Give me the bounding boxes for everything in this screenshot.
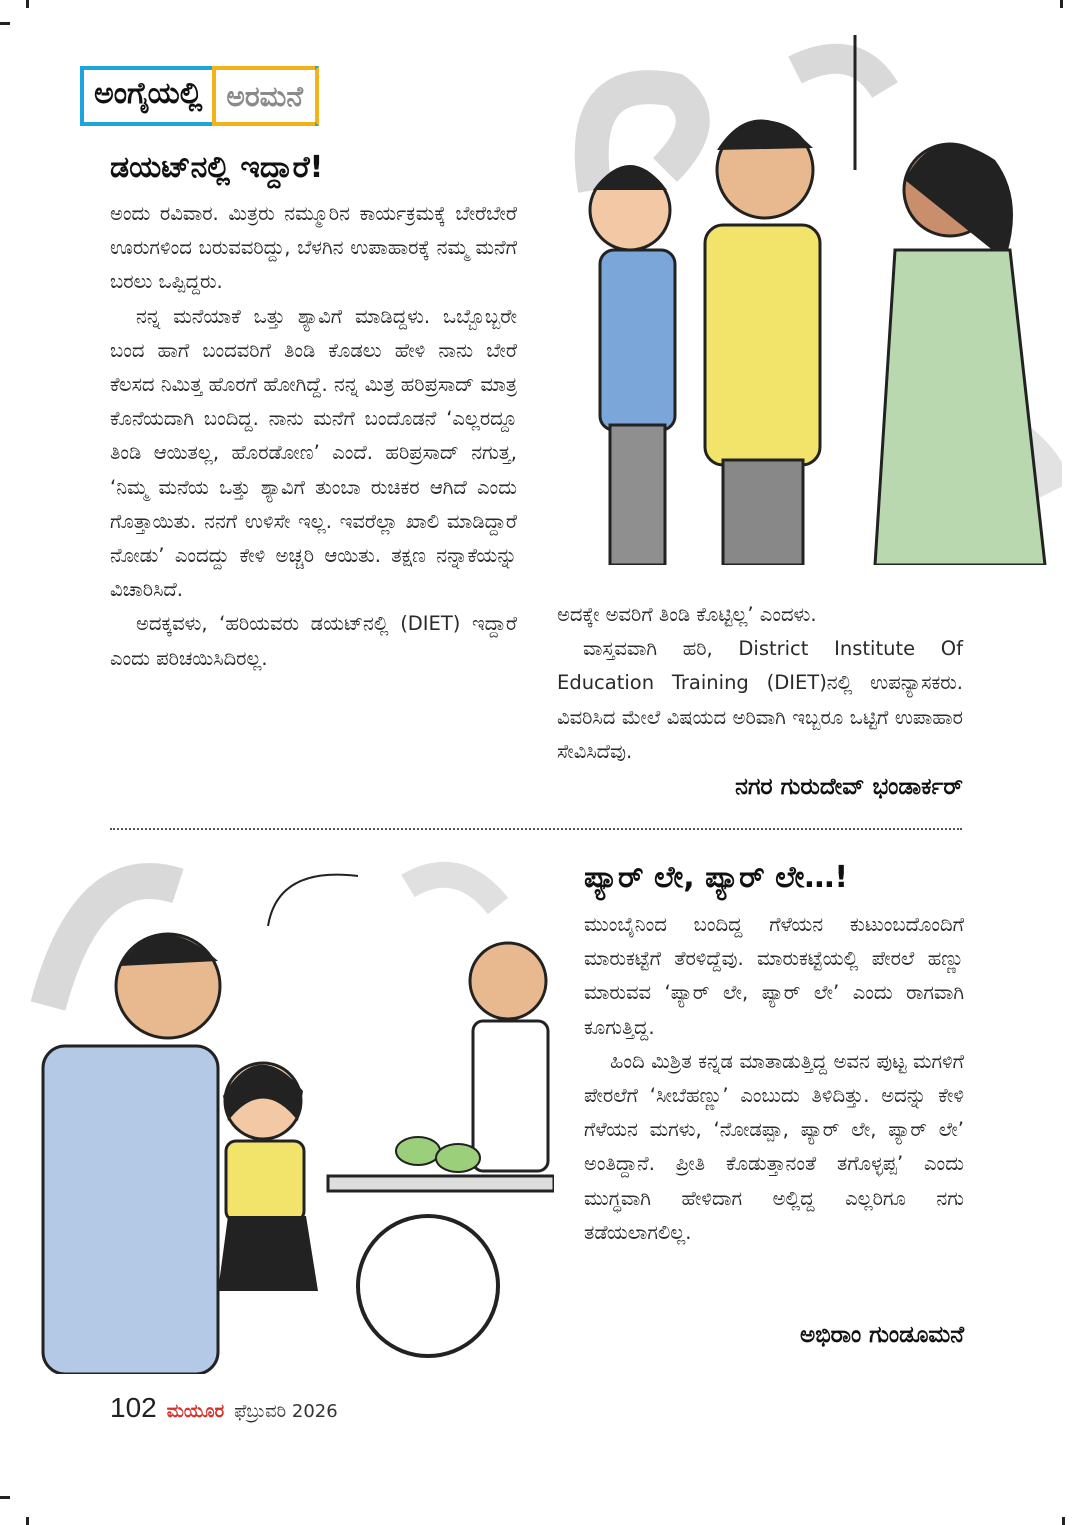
crop-mark [26,0,29,8]
story-divider [110,828,962,830]
story2-column [584,908,964,1250]
story1-paragraph: ನನ್ನ ಮನೆಯಾಕೆ ಒತ್ತು ಶ್ಯಾವಿಗೆ ಮಾಡಿದ್ದಳು. ಒಬ್ಬೊಬ್ಬರೇ ಬಂದ ಹಾಗೆ ಬಂದವರಿಗೆ ತಿಂಡಿ ಕೊಡಲು ಹೇಳಿ ನಾನು ಬೇರೆ ಕೆಲಸದ ನಿಮಿತ್ತ ಹೊರಗೆ ಹೋಗಿದ್ದೆ. ನನ್ನ ಮಿತ್ರ ಹರಿಪ್ರಸಾದ್ ಮಾತ್ರ ಕೊನೆಯದಾಗಿ ಬಂದಿದ್ದ. ನಾನು ಮನೆಗೆ ಬಂದೊಡನೆ ‘ಎಲ್ಲರದ್ದೂ ತಿಂಡಿ ಆಯಿತಲ್ಲ, ಹೊರಡೋಣ’ ಎಂದೆ. ಹರಿಪ್ರಸಾದ್ ನಗುತ್ತ, ‘ನಿಮ್ಮ ಮನೆಯ ಒತ್ತು ಶ್ಯಾವಿಗೆ ತುಂಬಾ ರುಚಿಕರ ಆಗಿದೆ ಎಂದು ಗೊತ್ತಾಯಿತು. ನನಗೆ ಉಳಿಸೇ ಇಲ್ಲ. ಇವರೆಲ್ಲಾ ಖಾಲಿ ಮಾಡಿದ್ದಾರೆ ನೋಡು’ ಎಂದದ್ದು ಕೇಳಿ ಅಚ್ಚರಿ ಆಯಿತು. ತಕ್ಷಣ ನನ್ನಾಕೆಯನ್ನು ವಿಚಾರಿಸಿದೆ. [110,304,517,602]
crop-mark [1060,0,1063,8]
story2-paragraph: ಮುಂಬೈನಿಂದ ಬಂದಿದ್ದ ಗೆಳೆಯನ ಕುಟುಂಬದೊಂದಿಗೆ ಮಾರುಕಟ್ಟೆಗೆ ತೆರಳಿದ್ದೆವು. ಮಾರುಕಟ್ಟೆಯಲ್ಲಿ ಪೇರಲೆ ಹಣ್ಣು ಮಾರುವವ ‘ಪ್ಯಾರ್ ಲೇ, ಪ್ಯಾರ್ ಲೇ’ ಎಂದು ರಾಗವಾಗಿ ಕೂಗುತ್ತಿದ್ದ. [584,913,964,1039]
story2-author: ಅಭಿರಾಂ ಗುಂಡೂಮನೆ [800,1322,964,1348]
story1-right-column [557,598,963,769]
page-number: 102 [110,1392,157,1423]
section-label-primary: ಅಂಗೈಯಲ್ಲಿ [84,70,212,122]
story1-left-column [110,197,517,676]
page-footer [110,1392,338,1424]
magazine-logo: ಮಯೂರ [166,1401,225,1422]
cartoon-market-illustration [28,846,554,1374]
story1-paragraph: ಅಂದು ರವಿವಾರ. ಮಿತ್ರರು ನಮ್ಮೂರಿನ ಕಾರ್ಯಕ್ರಮಕ್ಕೆ ಬೇರೆಬೇರೆ ಊರುಗಳಿಂದ ಬರುವವರಿದ್ದು, ಬೆಳಗಿನ ಉಪಾಹಾರಕ್ಕೆ ನಮ್ಮ ಮನೆಗೆ ಬರಲು ಒಪ್ಪಿದ್ದರು. [110,202,517,294]
story1-paragraph: ವಾಸ್ತವವಾಗಿ ಹರಿ, District Institute Of Education Training (DIET)ನಲ್ಲಿ ಉಪನ್ಯಾಸಕರು. ವಿವರಿಸಿದ ಮೇಲೆ ವಿಷಯದ ಅರಿವಾಗಿ ಇಬ್ಬರೂ ಒಟ್ಟಿಗೆ ಉಪಾಹಾರ ಸೇವಿಸಿದೆವು. [557,637,963,763]
crop-mark [0,1496,10,1499]
story1-title: ಡಯಟ್‌ನಲ್ಲಿ ಇದ್ದಾರೆ! [110,150,324,185]
issue-date: ಫೆಬ್ರುವರಿ 2026 [234,1401,338,1422]
crop-mark [1062,1517,1065,1525]
story2-paragraph: ಹಿಂದಿ ಮಿಶ್ರಿತ ಕನ್ನಡ ಮಾತಾಡುತ್ತಿದ್ದ ಅವನ ಪುಟ್ಟ ಮಗಳಿಗೆ ಪೇರಲೆಗೆ ‘ಸೀಬೆಹಣ್ಣು’ ಎಂಬುದು ತಿಳಿದಿತ್ತು. ಅದನ್ನು ಕೇಳಿ ಗೆಳೆಯನ ಮಗಳು, ‘ನೋಡಪ್ಪಾ, ಪ್ಯಾರ್ ಲೇ, ಪ್ಯಾರ್ ಲೇ’ ಅಂತಿದ್ದಾನೆ. ಪ್ರೀತಿ ಕೊಡುತ್ತಾನಂತೆ ತಗೊಳ್ಳಪ್ಪ’ ಎಂದು ಮುಗ್ಧವಾಗಿ ಹೇಳಿದಾಗ ಅಲ್ಲಿದ್ದ ಎಲ್ಲರಿಗೂ ನಗು ತಡೆಯಲಾಗಲಿಲ್ಲ. [584,1049,964,1244]
story2-title: ಪ್ಯಾರ್ ಲೇ, ಪ್ಯಾರ್ ಲೇ…! [584,860,849,895]
section-badge [80,66,319,126]
story1-paragraph: ಅದಕ್ಕವಳು, ‘ಹರಿಯವರು ಡಯಟ್‌ನಲ್ಲಿ (DIET) ಇದ್ದಾರೆ ಎಂದು ಪರಿಚಯಿಸಿದಿರಲ್ಲ. [110,612,517,670]
cartoon-family-illustration [555,30,1062,565]
crop-mark [0,22,10,25]
story1-author: ನಗರ ಗುರುದೇವ್ ಭಂಡಾರ್ಕರ್ [735,774,963,800]
crop-mark [26,1517,29,1525]
section-label-secondary: ಅರಮನೆ [212,66,315,126]
story1-paragraph: ಅದಕ್ಕೇ ಅವರಿಗೆ ತಿಂಡಿ ಕೊಟ್ಟಿಲ್ಲ’ ಎಂದಳು. [557,603,817,626]
